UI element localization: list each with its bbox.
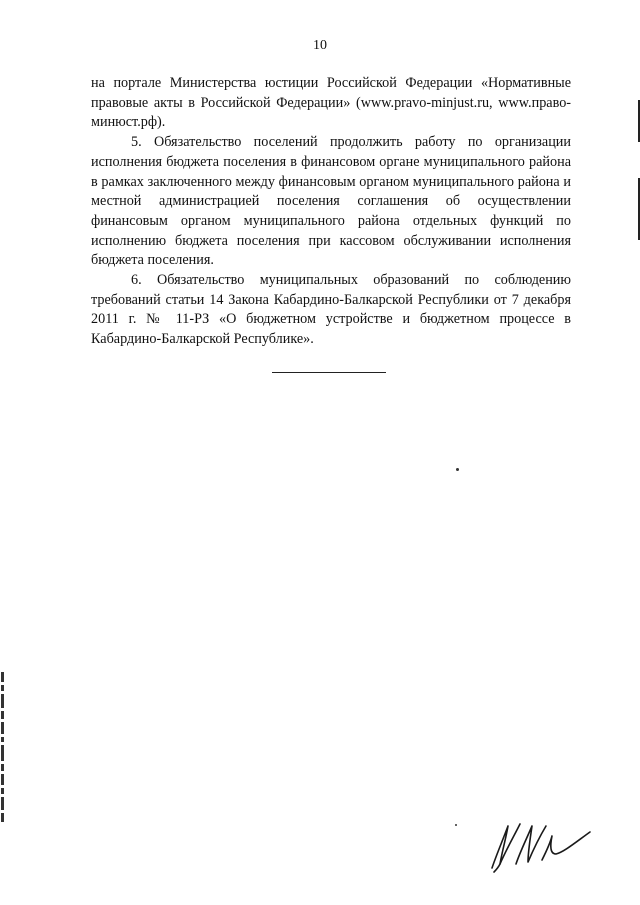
text-line: «Нормативные правовые акты в Российской Федерации»	[91, 75, 571, 111]
text-line: муниципального района и местной администрацией поселения	[91, 173, 572, 210]
paragraph-portal-publication	[91, 74, 571, 133]
scan-speck	[455, 824, 457, 826]
scan-speck	[456, 468, 459, 471]
text-line: на портале Министерства юстиции Российской Федерации	[91, 75, 473, 91]
signature-ink	[492, 824, 590, 872]
end-divider-line	[272, 372, 386, 373]
text-line: требований статьи 14 Закона Кабардино-Балкарской Республики	[91, 291, 489, 308]
handwritten-signature-icon	[486, 818, 596, 874]
text-line: соглашения об осуществлении финансовым органом муниципального	[91, 193, 571, 229]
paragraph-item-5	[91, 133, 571, 271]
text-line: при кассовом обслуживании исполнения бюджета поселения.	[91, 232, 571, 269]
text-line: от 7 декабря 2011 г. № 11-РЗ «О бюджетном устройстве и бюджетном	[91, 291, 572, 328]
document-body	[91, 74, 571, 350]
paragraph-item-6	[91, 271, 571, 350]
text-line: (www.pravo-minjust.ru, www.право-минюст.рф).	[91, 94, 572, 131]
text-line: 6. Обязательство муниципальных образований по соблюдению	[131, 272, 571, 289]
page-number: 10	[313, 38, 327, 53]
text-line: исполнения бюджета поселения в финансовом органе муниципального	[91, 153, 525, 170]
text-line: 5. Обязательство поселений продолжить работу по организации	[131, 134, 571, 151]
text-line: района отдельных функций по исполнению бюджета поселения	[91, 212, 571, 249]
text-line: района в рамках заключенного между финансовым органом	[91, 153, 571, 190]
text-line: процессе в Кабардино-Балкарской Республике».	[91, 311, 571, 348]
edge-scan-marks	[1, 672, 4, 872]
